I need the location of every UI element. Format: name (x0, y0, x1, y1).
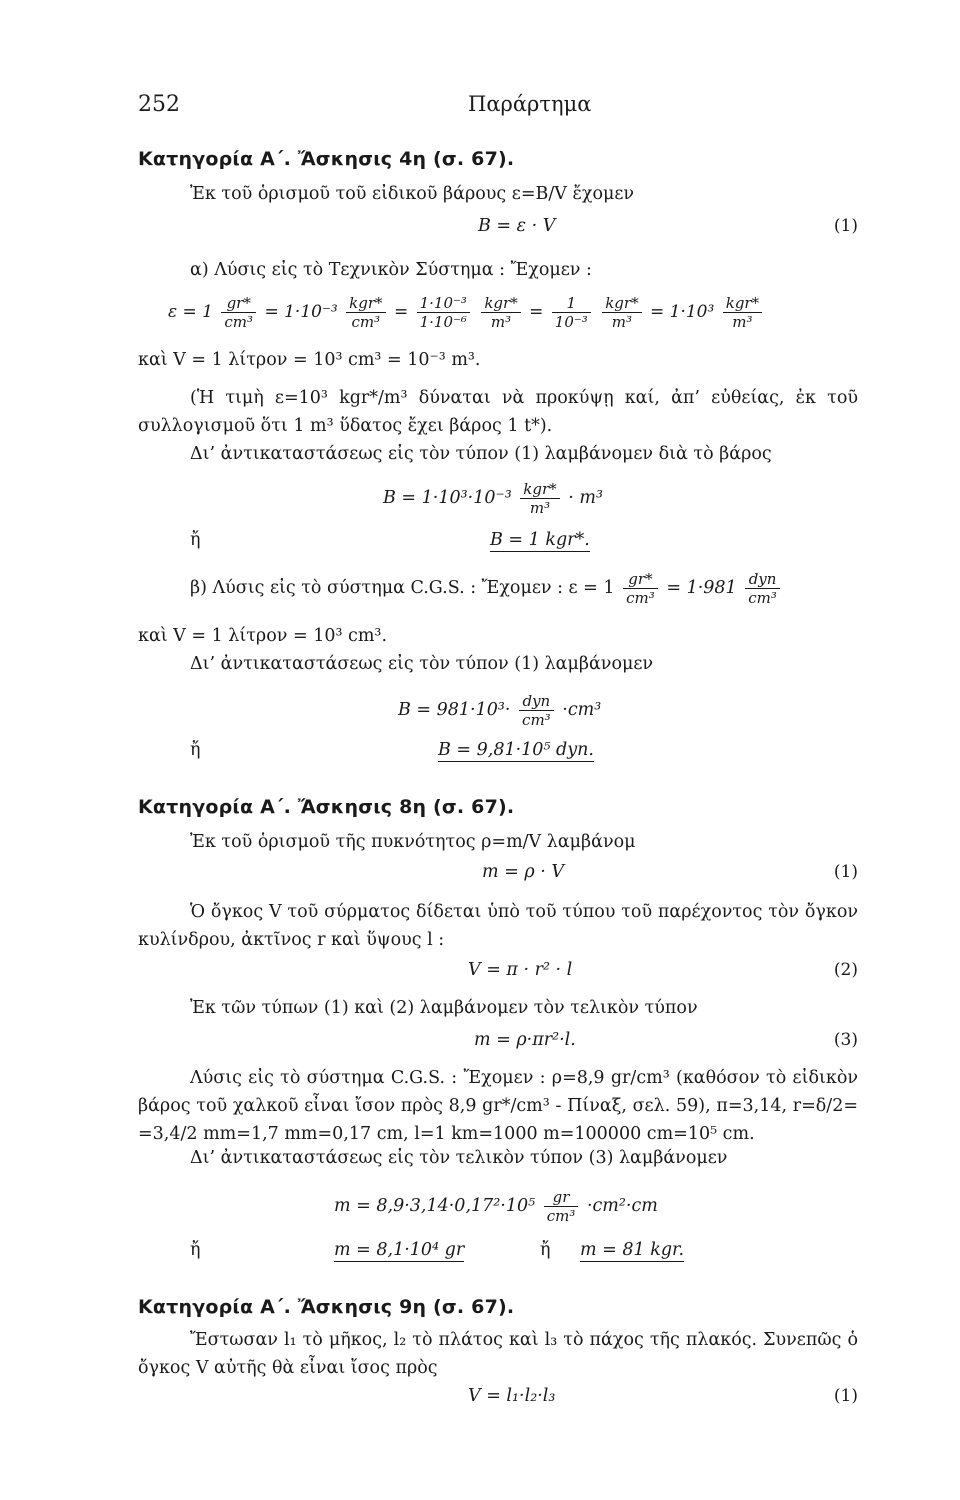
fraction-denominator: cm³ (522, 711, 551, 729)
exercise-4-eq1-row (138, 216, 858, 244)
exercise-8-eq2-row (138, 960, 858, 988)
exercise-8-eq1-row (138, 862, 858, 890)
exercise-4-part-b (138, 562, 858, 614)
fraction-numerator: 1·10⁻³ (417, 294, 470, 313)
fraction-denominator: m³ (611, 313, 633, 331)
fraction-denominator: 1·10⁻⁶ (419, 313, 467, 331)
exercise-4-b-result: B = 1 kgr*. (490, 530, 590, 550)
fraction-denominator: m³ (490, 313, 512, 331)
part-b-fraction-2 (745, 570, 780, 607)
chain-fraction-2 (346, 294, 385, 331)
exercise-8-solution: Λύσις εἰς τὸ σύστημα C.G.S. : Ἔχομεν : ρ=8,9 gr/cm³ (καθόσον τὸ εἰδικὸν βάρος τοῦ χαλκοῦ εἶναι ἴσον πρὸς 8,9 gr*/cm³ - Πίναξ, σελ. 59), π=3,14, r=δ/2= =3,4/2 mm=1,7 mm=0,17 cm, l=1 km=1000 m=100000 cm=10⁵ cm. (138, 1068, 858, 1144)
b-eq-lhs: B = 1·10³·10⁻³ (383, 488, 512, 508)
bb-eq-tail: ·cm³ (562, 700, 602, 720)
fraction-numerator: dyn (745, 570, 780, 589)
part-b-text: β) Λύσις εἰς τὸ σύστημα C.G.S. : Ἔχομεν : ε = 1 (190, 578, 615, 598)
part-b-eq: = 1·981 (666, 578, 737, 598)
exercise-8-combine: Ἐκ τῶν τύπων (1) καὶ (2) λαμβάνομεν τὸν τελικὸν τύπον (190, 998, 698, 1018)
exercise-8-eq3: m = ρ·πr²·l. (474, 1030, 576, 1050)
exercise-8-eq2: V = π · r² · l (468, 960, 573, 980)
b-eq-fraction (520, 480, 559, 517)
fraction-numerator: kgr* (602, 294, 641, 313)
fraction-denominator: cm³ (351, 313, 381, 331)
chain-eq-3: = (529, 302, 544, 322)
fraction-denominator: cm³ (626, 589, 655, 607)
fraction-numerator: kgr* (723, 294, 762, 313)
fraction-denominator: 10⁻³ (554, 313, 588, 331)
chain-fraction-3 (417, 294, 470, 331)
chain-fraction-4 (481, 294, 520, 331)
chain-fraction-6 (602, 294, 641, 331)
b-eq-tail: · m³ (568, 488, 603, 508)
bb-eq-fraction (519, 692, 554, 729)
exercise-4-bb-result: B = 9,81·10⁵ dyn. (438, 740, 594, 760)
exercise-8-substitution: Δι’ ἀντικαταστάσεως εἰς τὸν τελικὸν τύπον (3) λαμβάνομεν (190, 1148, 728, 1168)
exercise-9-intro: Ἔστωσαν l₁ τὸ μῆκος, l₂ τὸ πλάτος καὶ l₃ τὸ πάχος τῆς πλακός. Συνεπῶς ὁ ὄγκος V αὐτῆς θὰ εἶναι ἴσος πρὸς (138, 1330, 858, 1378)
exercise-4-chain-equation (138, 286, 858, 338)
fraction-numerator: kgr* (346, 294, 385, 313)
exercise-9-heading: Κατηγορία Α΄. Ἄσκησις 9η (σ. 67). (138, 1296, 515, 1318)
or-word: ἤ (540, 1240, 551, 1260)
m-eq-tail: ·cm²·cm (586, 1196, 658, 1216)
exercise-4-substitution-b: Δι’ ἀντικαταστάσεως εἰς τὸν τύπον (1) λαμβάνομεν (190, 654, 654, 674)
chain-eq-2: = (393, 302, 409, 322)
chain-lhs: ε = 1 (168, 302, 213, 322)
m-eq-lhs: m = 8,9·3,14·0,17²·10⁵ (334, 1196, 536, 1216)
exercise-4-intro: Ἐκ τοῦ ὁρισμοῦ τοῦ εἰδικοῦ βάρους ε=B/V ἔχομεν (190, 184, 635, 204)
exercise-4-part-a: α) Λύσις εἰς τὸ Τεχνικὸν Σύστημα : Ἔχομεν : (190, 260, 592, 280)
exercise-8-intro: Ἐκ τοῦ ὁρισμοῦ τῆς πυκνότητος ρ=m/V λαμβάνομ (190, 832, 636, 852)
fraction-numerator: dyn (519, 692, 554, 711)
running-title: Παράρτημα (468, 92, 592, 116)
page-header (138, 92, 858, 124)
or-word: ἤ (190, 740, 201, 760)
fraction-denominator: cm³ (546, 1207, 576, 1225)
exercise-8-eq1-number: (1) (833, 862, 858, 882)
fraction-denominator: cm³ (748, 589, 777, 607)
fraction-numerator: gr* (221, 294, 256, 313)
part-b-fraction-1 (623, 570, 658, 607)
exercise-4-bb-result-row (138, 740, 858, 768)
exercise-8-eq1: m = ρ · V (482, 862, 564, 882)
exercise-4-volume-line: καὶ V = 1 λίτρον = 10³ cm³ = 10⁻³ m³. (138, 350, 481, 370)
chain-fraction-7 (723, 294, 762, 331)
exercise-4-eq1-number: (1) (833, 216, 858, 236)
or-word: ἤ (190, 1240, 201, 1260)
exercise-4-bb-equation (138, 684, 858, 736)
chain-eq-1: = 1·10⁻³ (264, 302, 338, 322)
m-eq-fraction (544, 1188, 579, 1225)
exercise-9-eq1-row (138, 1386, 858, 1414)
exercise-8-eq3-number: (3) (833, 1030, 858, 1050)
exercise-9-eq1-number: (1) (833, 1386, 858, 1406)
exercise-8-eq3-row (138, 1030, 858, 1058)
fraction-denominator: m³ (732, 313, 753, 331)
exercise-4-volume-line-b: καὶ V = 1 λίτρον = 10³ cm³. (138, 626, 388, 646)
exercise-8-heading: Κατηγορία Α΄. Ἄσκησις 8η (σ. 67). (138, 796, 515, 818)
fraction-numerator: kgr* (520, 480, 559, 499)
fraction-numerator: kgr* (481, 294, 520, 313)
exercise-4-substitution: Δι’ ἀντικαταστάσεως εἰς τὸν τύπον (1) λαμβάνομεν διὰ τὸ βάρος (190, 444, 772, 464)
exercise-8-m-result-2: m = 81 kgr. (580, 1240, 685, 1260)
chain-fraction-1 (221, 294, 256, 331)
page-number: 252 (138, 92, 180, 117)
fraction-denominator: m³ (529, 499, 551, 517)
fraction-denominator: cm³ (224, 313, 254, 331)
bb-eq-lhs: B = 981·10³· (398, 700, 511, 720)
exercise-4-b-result-row (138, 530, 858, 558)
fraction-numerator: gr* (623, 570, 658, 589)
exercise-8-m-result-1: m = 8,1·10⁴ gr (334, 1240, 465, 1260)
exercise-4-note: (Ἡ τιμὴ ε=10³ kgr*/m³ δύναται νὰ προκύψῃ καί, ἀπ’ εὐθείας, ἐκ τοῦ συλλογισμοῦ ὅτι 1 m³ ὕδατος ἔχει βάρος 1 t*). (138, 388, 858, 436)
exercise-9-eq1: V = l₁·l₂·l₃ (468, 1386, 556, 1406)
exercise-8-m-results-row (138, 1240, 858, 1268)
exercise-4-b-equation (138, 472, 858, 524)
exercise-8-m-equation (138, 1180, 858, 1232)
fraction-numerator: 1 (552, 294, 591, 313)
exercise-8-volume-text: Ὁ ὄγκος V τοῦ σύρματος δίδεται ὑπὸ τοῦ τύπου τοῦ παρέχοντος τὸν ὄγκον κυλίνδρου, ἀκτῖνος r καὶ ὕψους l : (138, 902, 858, 950)
chain-eq-4: = 1·10³ (650, 302, 715, 322)
or-word: ἤ (190, 530, 201, 550)
exercise-4-heading: Κατηγορία Α΄. Ἄσκησις 4η (σ. 67). (138, 148, 515, 170)
exercise-4-eq1: B = ε · V (478, 216, 556, 236)
chain-fraction-5 (552, 294, 591, 331)
exercise-8-eq2-number: (2) (833, 960, 858, 980)
fraction-numerator: gr (544, 1188, 579, 1207)
